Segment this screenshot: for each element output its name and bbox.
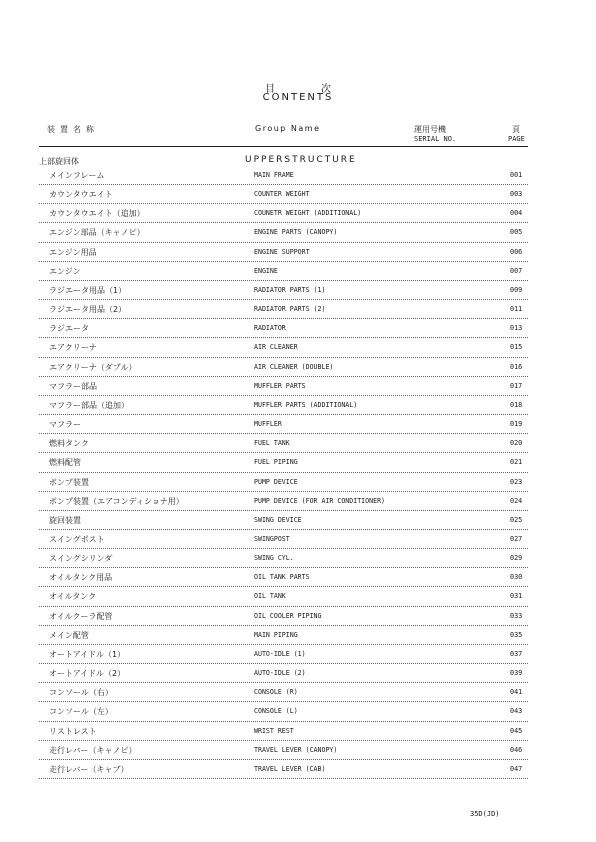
contents-row[interactable] <box>0 338 596 357</box>
row-group-name: AUTO-IDLE (1) <box>254 649 306 658</box>
row-group-name: MAIN FRAME <box>254 171 294 179</box>
row-group-name: OIL TANK <box>254 592 286 601</box>
row-page-number: 001 <box>510 171 523 179</box>
row-group-name: FUEL TANK <box>254 439 290 448</box>
header-divider <box>39 146 528 147</box>
row-page-number: 007 <box>510 266 523 275</box>
row-group-name: MUFFLER PARTS (ADDITIONAL) <box>254 400 358 409</box>
contents-row[interactable] <box>0 683 596 702</box>
row-name-jp: エアクリーナ（ダブル） <box>49 362 137 372</box>
contents-row[interactable] <box>0 453 596 472</box>
row-name-jp: メインフレーム <box>49 171 105 180</box>
row-group-name: ENGINE PARTS (CANOPY) <box>254 228 338 237</box>
contents-list <box>0 166 596 779</box>
contents-row[interactable] <box>0 319 596 338</box>
row-page-number: 041 <box>510 688 523 697</box>
row-page-number: 005 <box>510 228 523 237</box>
row-name-jp: カウンタウエイト <box>49 190 113 200</box>
title-english: CONTENTS <box>262 92 334 103</box>
row-page-number: 004 <box>510 209 523 218</box>
contents-row[interactable] <box>0 204 596 223</box>
row-page-number: 017 <box>510 381 523 390</box>
contents-row[interactable] <box>0 358 596 377</box>
row-name-jp: ラジエータ <box>49 324 89 334</box>
contents-row[interactable] <box>0 185 596 204</box>
row-page-number: 009 <box>510 285 523 294</box>
header-serial-jp: 運用号機 <box>414 125 446 134</box>
row-group-name: AIR CLEANER <box>254 343 298 352</box>
row-group-name: CONSOLE (L) <box>254 707 298 716</box>
contents-row[interactable] <box>0 492 596 511</box>
row-page-number: 016 <box>510 362 523 371</box>
row-group-name: WRIST REST <box>254 726 294 735</box>
row-name-jp: エンジン部品（キャノピ） <box>49 228 145 238</box>
row-page-number: 033 <box>510 611 523 620</box>
contents-row[interactable] <box>0 587 596 606</box>
row-group-name: TRAVEL LEVER (CANOPY) <box>254 745 338 754</box>
row-name-jp: オイルタンク <box>49 592 97 602</box>
contents-row[interactable] <box>0 300 596 319</box>
row-name-jp: ラジエータ用品（2） <box>49 305 127 315</box>
row-page-number: 025 <box>510 515 523 524</box>
row-name-jp: ポンプ装置（エアコンディショナ用） <box>49 496 184 506</box>
row-group-name: RADIATOR PARTS (1) <box>254 285 326 294</box>
row-name-jp: オートアイドル（1） <box>49 649 126 659</box>
row-page-number: 027 <box>510 534 523 543</box>
row-name-jp: エンジン <box>49 266 81 276</box>
section-title-jp: 上部旋回体 <box>39 157 79 166</box>
row-group-name: SWINGPOST <box>254 534 290 543</box>
contents-row[interactable] <box>0 262 596 281</box>
row-group-name: TRAVEL LEVER (CAB) <box>254 764 326 773</box>
contents-row[interactable] <box>0 530 596 549</box>
row-page-number: 006 <box>510 247 523 256</box>
row-name-jp: ラジエータ用品（1） <box>49 285 127 295</box>
row-group-name: AUTO-IDLE (2) <box>254 669 306 678</box>
row-name-jp: マフラー <box>49 420 81 430</box>
row-page-number: 030 <box>510 573 523 582</box>
contents-row[interactable] <box>0 760 596 779</box>
row-name-jp: 走行レバー（キャノピ） <box>49 745 137 755</box>
row-name-jp: オイルタンク用品 <box>49 573 113 583</box>
row-page-number: 037 <box>510 649 523 658</box>
row-page-number: 019 <box>510 420 523 429</box>
contents-row[interactable] <box>0 741 596 760</box>
header-group-name: Group Name <box>255 124 321 133</box>
contents-row[interactable] <box>0 377 596 396</box>
contents-row[interactable] <box>0 568 596 587</box>
row-page-number: 021 <box>510 458 523 467</box>
contents-row[interactable] <box>0 223 596 242</box>
row-group-name: OIL COOLER PIPING <box>254 611 322 620</box>
row-group-name: CONSOLE (R) <box>254 688 298 697</box>
row-group-name: RADIATOR <box>254 324 286 333</box>
row-group-name: ENGINE SUPPORT <box>254 247 310 256</box>
contents-row[interactable] <box>0 243 596 262</box>
row-group-name: MAIN PIPING <box>254 630 298 639</box>
contents-row[interactable] <box>0 702 596 721</box>
row-page-number: 003 <box>510 190 523 199</box>
row-name-jp: オートアイドル（2） <box>49 669 126 679</box>
contents-row[interactable] <box>0 645 596 664</box>
row-name-jp: メイン配管 <box>49 630 89 640</box>
row-group-name: ENGINE <box>254 266 278 275</box>
row-name-jp: ポンプ装置 <box>49 477 89 487</box>
row-name-jp: スイングポスト <box>49 534 105 544</box>
row-page-number: 020 <box>510 439 523 448</box>
contents-row[interactable] <box>0 607 596 626</box>
row-name-jp: コンソール（右） <box>49 688 113 698</box>
row-page-number: 047 <box>510 764 523 773</box>
contents-row[interactable] <box>0 626 596 645</box>
row-name-jp: カウンタウエイト（追加） <box>49 209 145 219</box>
row-name-jp: リストレスト <box>49 726 97 736</box>
row-name-jp: 燃料配管 <box>49 458 81 468</box>
row-page-number: 043 <box>510 707 523 716</box>
contents-row[interactable] <box>0 722 596 741</box>
row-group-name: PUMP DEVICE (FOR AIR CONDITIONER) <box>254 496 386 505</box>
row-group-name: MUFFLER PARTS <box>254 381 306 390</box>
contents-row[interactable] <box>0 511 596 530</box>
title-japanese: 目次 <box>265 84 377 95</box>
row-page-number: 029 <box>510 554 523 563</box>
row-page-number: 039 <box>510 669 523 678</box>
contents-row[interactable] <box>0 434 596 453</box>
row-name-jp: マフラー部品（追加） <box>49 400 129 410</box>
contents-row[interactable] <box>0 415 596 434</box>
row-group-name: COUNETR WEIGHT (ADDITIONAL) <box>254 209 362 218</box>
row-group-name: OIL TANK PARTS <box>254 573 310 582</box>
row-group-name: RADIATOR PARTS (2) <box>254 305 326 314</box>
row-name-jp: マフラー部品 <box>49 381 97 391</box>
contents-row[interactable] <box>0 549 596 568</box>
row-name-jp: オイルクーラ配管 <box>49 611 113 621</box>
row-page-number: 023 <box>510 477 523 486</box>
row-page-number: 046 <box>510 745 523 754</box>
row-page-number: 031 <box>510 592 523 601</box>
row-page-number: 035 <box>510 630 523 639</box>
footer-code: 35D(JD) <box>470 810 500 818</box>
row-page-number: 011 <box>510 305 523 314</box>
contents-row[interactable] <box>0 166 596 185</box>
row-name-jp: 燃料タンク <box>49 439 89 449</box>
contents-row[interactable] <box>0 396 596 415</box>
section-title-en: UPPERSTRUCTURE <box>245 155 357 165</box>
contents-row[interactable] <box>0 664 596 683</box>
row-name-jp: 旋回装置 <box>49 515 81 525</box>
row-group-name: AIR CLEANER (DOUBLE) <box>254 362 334 371</box>
row-page-number: 045 <box>510 726 523 735</box>
header-page-en: PAGE <box>508 135 525 143</box>
row-name-jp: コンソール（左） <box>49 707 113 717</box>
row-group-name: FUEL PIPING <box>254 458 298 467</box>
contents-row[interactable] <box>0 281 596 300</box>
row-page-number: 015 <box>510 343 523 352</box>
header-name-jp: 装置名称 <box>47 125 99 134</box>
contents-row[interactable] <box>0 473 596 492</box>
row-page-number: 018 <box>510 400 523 409</box>
row-name-jp: 走行レバー（キャブ） <box>49 764 129 774</box>
row-page-number: 013 <box>510 324 523 333</box>
row-group-name: PUMP DEVICE <box>254 477 298 486</box>
row-group-name: COUNTER WEIGHT <box>254 190 310 199</box>
row-page-number: 024 <box>510 496 523 505</box>
row-group-name: SWING DEVICE <box>254 515 302 524</box>
row-name-jp: エンジン用品 <box>49 247 97 257</box>
row-group-name: MUFFLER <box>254 420 282 429</box>
row-group-name: SWING CYL. <box>254 554 294 563</box>
row-name-jp: エアクリーナ <box>49 343 97 353</box>
header-page-jp: 頁 <box>512 125 520 134</box>
header-serial-en: SERIAL NO. <box>414 135 457 143</box>
row-name-jp: スイングシリンダ <box>49 554 113 564</box>
